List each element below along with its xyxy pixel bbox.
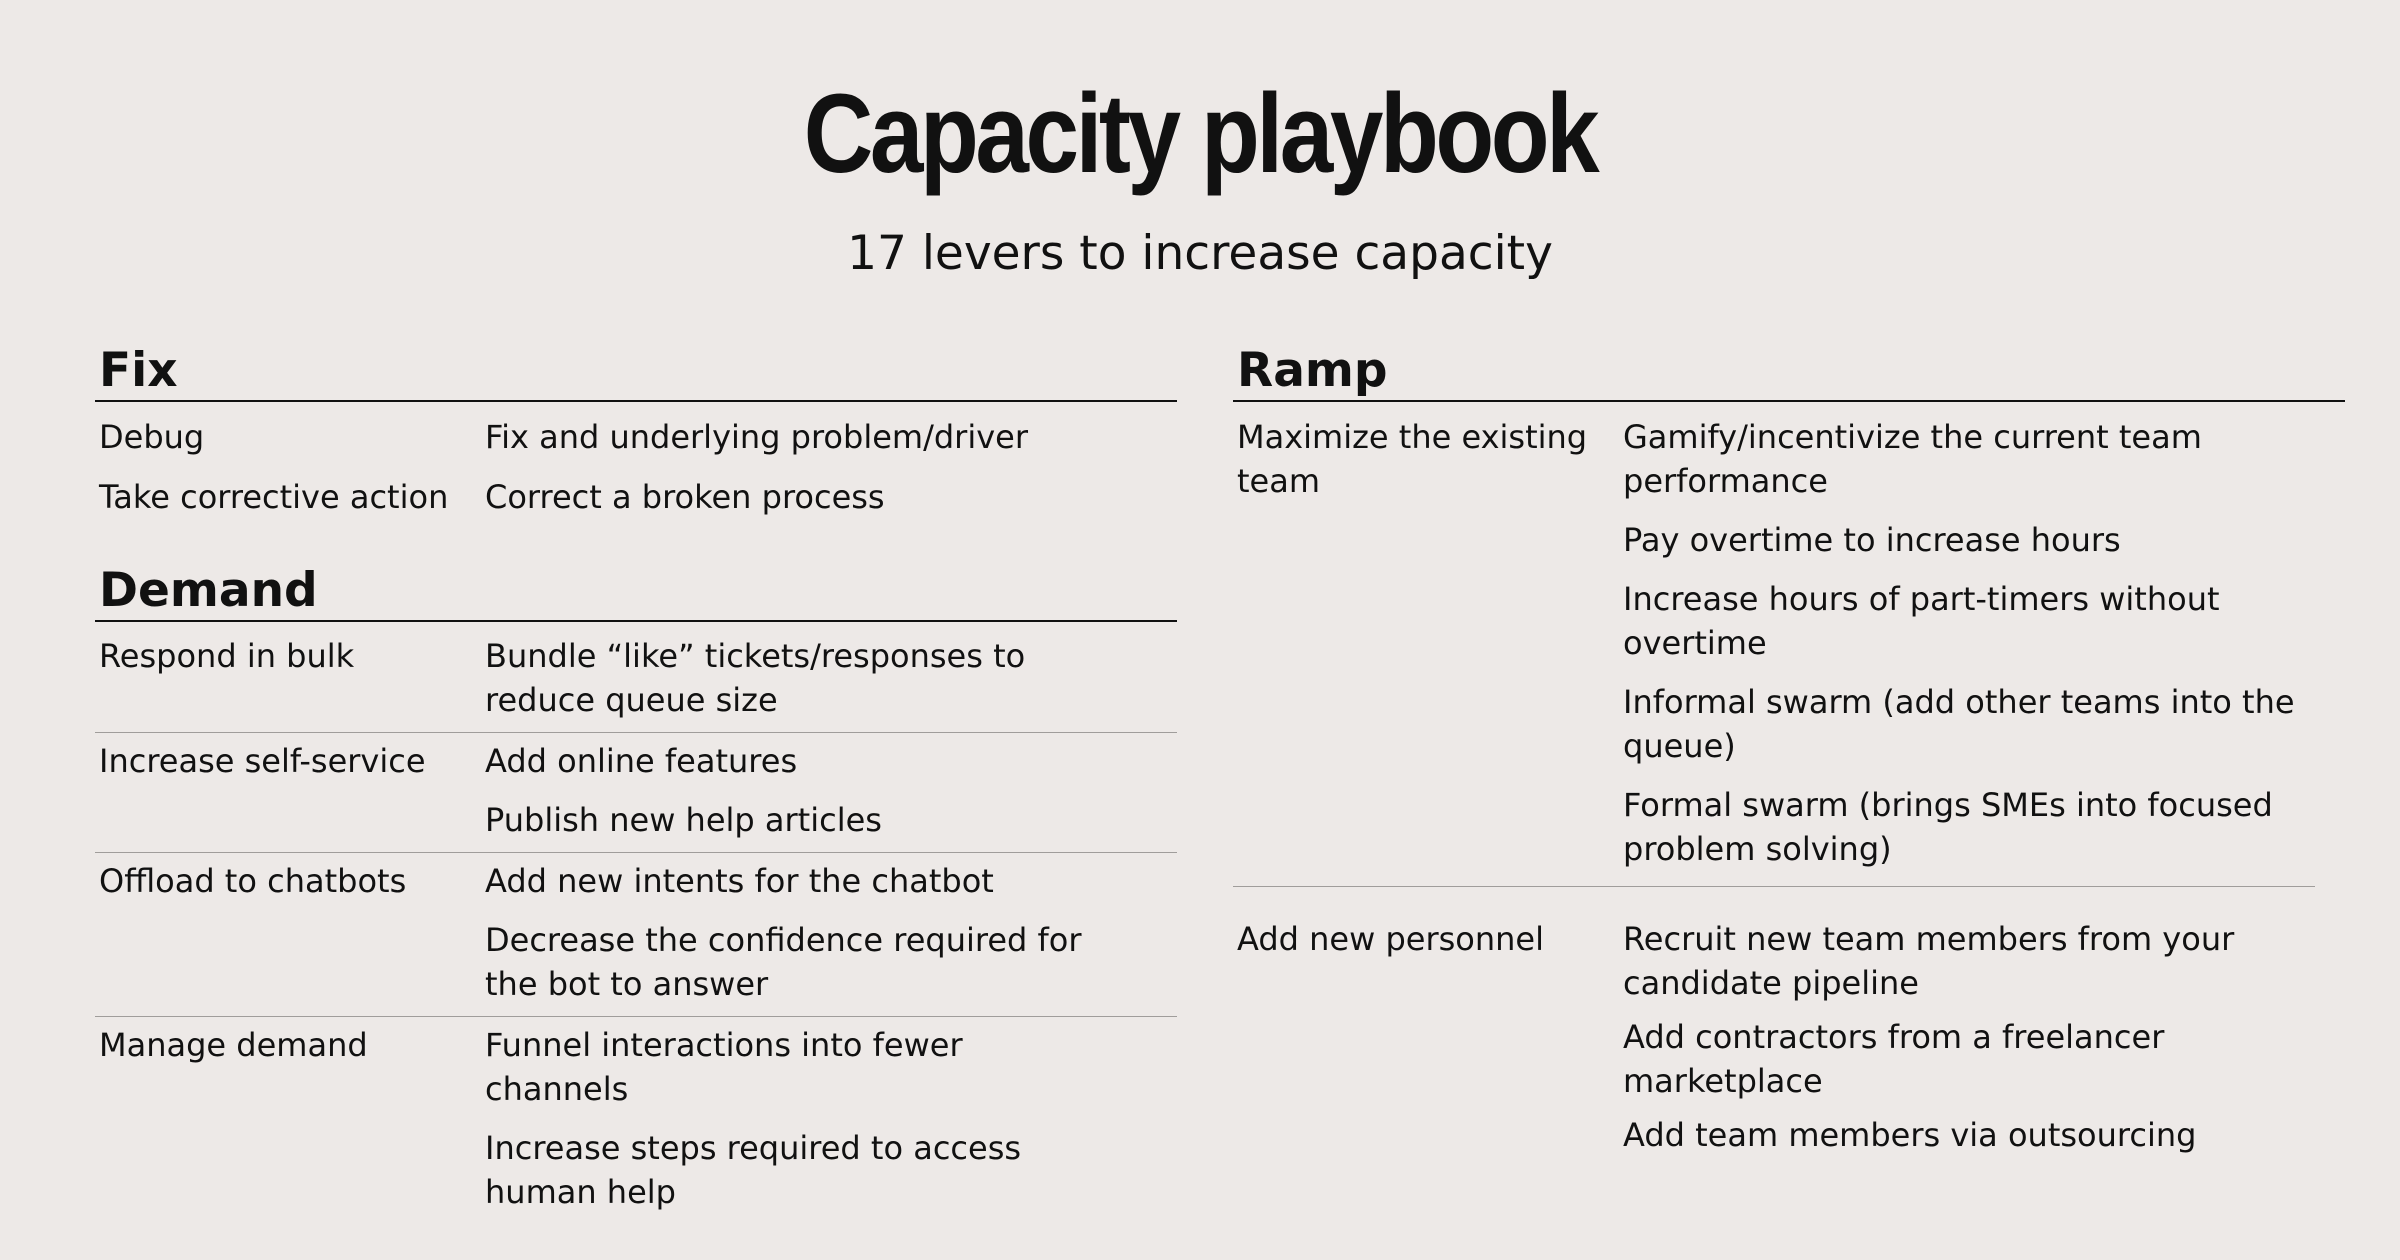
lever-label: Add new personnel xyxy=(1237,920,1544,958)
action-item: Recruit new team members from your candidate pipeline xyxy=(1623,920,2235,1002)
table-row xyxy=(1233,402,2345,886)
page-title: Capacity playbook xyxy=(803,71,1597,196)
lever-label: Manage demand xyxy=(99,1026,368,1064)
action-item: Fix and underlying problem/driver xyxy=(485,418,1028,456)
action-item: Correct a broken process xyxy=(485,478,885,516)
action-item: Add new intents for the chatbot xyxy=(485,862,994,900)
lever-label: Maximize the existing team xyxy=(1237,418,1588,500)
action-item: Pay overtime to increase hours xyxy=(1623,521,2121,559)
action-item: Increase steps required to access human help xyxy=(485,1129,1022,1211)
page-subtitle: 17 levers to increase capacity xyxy=(847,226,1553,281)
action-item: Funnel interactions into fewer channels xyxy=(485,1026,963,1108)
lever-label: Respond in bulk xyxy=(99,637,355,675)
section-heading: Ramp xyxy=(1233,347,2345,402)
table-row xyxy=(95,852,1177,1016)
table-row xyxy=(95,1016,1177,1224)
action-item: Add online features xyxy=(485,742,798,780)
table-row xyxy=(95,402,1177,459)
table-row xyxy=(95,459,1177,519)
section-ramp xyxy=(1233,343,2345,1172)
action-item: Gamify/incentivize the current team performance xyxy=(1623,418,2202,500)
table-row xyxy=(1233,886,2315,1172)
lever-label: Increase self-service xyxy=(99,742,426,780)
section-demand xyxy=(95,563,1177,1224)
action-item: Bundle “like” tickets/responses to reduce queue size xyxy=(485,637,1026,719)
action-item: Add team members via outsourcing xyxy=(1623,1116,2197,1154)
action-item: Add contractors from a freelancer marketplace xyxy=(1623,1018,2165,1100)
section-fix xyxy=(95,343,1177,519)
action-item: Publish new help articles xyxy=(485,801,882,839)
action-item: Informal swarm (add other teams into the queue) xyxy=(1623,683,2295,765)
section-heading: Fix xyxy=(95,347,1177,402)
section-heading: Demand xyxy=(95,567,1177,622)
lever-label: Debug xyxy=(99,418,205,456)
lever-label: Offload to chatbots xyxy=(99,862,407,900)
table-row xyxy=(95,622,1177,732)
action-item: Formal swarm (brings SMEs into focused problem solving) xyxy=(1623,786,2273,868)
table-row xyxy=(95,732,1177,852)
action-item: Increase hours of part-timers without overtime xyxy=(1623,580,2220,662)
lever-label: Take corrective action xyxy=(99,478,449,516)
action-item: Decrease the confidence required for the bot to answer xyxy=(485,921,1082,1003)
